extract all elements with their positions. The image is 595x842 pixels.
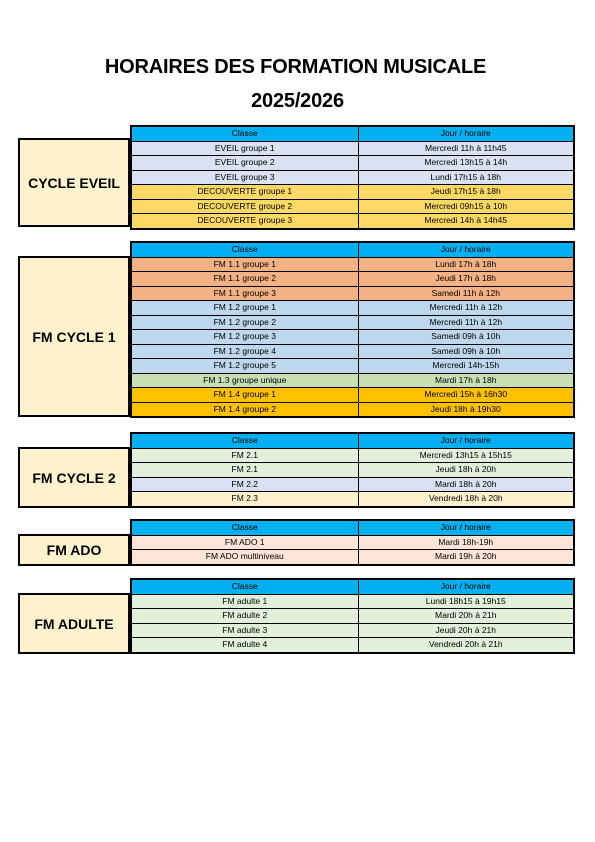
cell-horaire: Mercredi 11h à 12h bbox=[358, 301, 574, 316]
table-row bbox=[131, 638, 574, 653]
section-label: FM CYCLE 1 bbox=[18, 256, 130, 417]
cell-classe: FM adulte 3 bbox=[131, 623, 358, 638]
cell-horaire: Lundi 17h à 18h bbox=[358, 257, 574, 272]
cell-classe: FM ADO 1 bbox=[131, 535, 358, 550]
table-row bbox=[131, 301, 574, 316]
cell-classe: FM 1.2 groupe 1 bbox=[131, 301, 358, 316]
table-header-row bbox=[131, 126, 574, 141]
table-row bbox=[131, 550, 574, 565]
cell-horaire: Jeudi 18h à 20h bbox=[358, 463, 574, 478]
table-row bbox=[131, 315, 574, 330]
cell-horaire: Mercredi 13h15 à 14h bbox=[358, 156, 574, 171]
schedule-table bbox=[130, 432, 575, 508]
cell-horaire: Mercredi 14h à 14h45 bbox=[358, 214, 574, 229]
table-row bbox=[131, 185, 574, 200]
cell-classe: FM 1.1 groupe 2 bbox=[131, 272, 358, 287]
cell-classe: FM 1.2 groupe 5 bbox=[131, 359, 358, 374]
cell-classe: DECOUVERTE groupe 3 bbox=[131, 214, 358, 229]
cell-horaire: Lundi 17h15 à 18h bbox=[358, 170, 574, 185]
table-header-row bbox=[131, 579, 574, 594]
cell-classe: DECOUVERTE groupe 1 bbox=[131, 185, 358, 200]
cell-horaire: Mercredi 11h à 12h bbox=[358, 315, 574, 330]
header-classe: Classe bbox=[131, 433, 358, 448]
cell-classe: FM 1.1 groupe 1 bbox=[131, 257, 358, 272]
cell-horaire: Vendredi 20h à 21h bbox=[358, 638, 574, 653]
cell-classe: FM 1.1 groupe 3 bbox=[131, 286, 358, 301]
header-jour-horaire: Jour / horaire bbox=[358, 126, 574, 141]
cell-classe: FM ADO multiniveau bbox=[131, 550, 358, 565]
schedule-table bbox=[130, 125, 575, 230]
cell-horaire: Jeudi 20h à 21h bbox=[358, 623, 574, 638]
table-row bbox=[131, 199, 574, 214]
table-row bbox=[131, 535, 574, 550]
cell-classe: FM 2.3 bbox=[131, 492, 358, 507]
cell-horaire: Jeudi 18h à 19h30 bbox=[358, 402, 574, 417]
cell-classe: FM 2.1 bbox=[131, 463, 358, 478]
schedule-table bbox=[130, 519, 575, 566]
table-row bbox=[131, 492, 574, 507]
table-row bbox=[131, 402, 574, 417]
cell-classe: FM 1.4 groupe 1 bbox=[131, 388, 358, 403]
schedule-table bbox=[130, 578, 575, 654]
cell-horaire: Vendredi 18h à 20h bbox=[358, 492, 574, 507]
table-row bbox=[131, 156, 574, 171]
header-classe: Classe bbox=[131, 520, 358, 535]
cell-classe: FM 1.2 groupe 4 bbox=[131, 344, 358, 359]
cell-horaire: Jeudi 17h à 18h bbox=[358, 272, 574, 287]
section-label: FM ADULTE bbox=[18, 593, 130, 654]
cell-horaire: Mardi 18h à 20h bbox=[358, 477, 574, 492]
page-subtitle-year: 2025/2026 bbox=[251, 90, 344, 112]
table-row bbox=[131, 359, 574, 374]
table-row bbox=[131, 594, 574, 609]
header-classe: Classe bbox=[131, 579, 358, 594]
table-row bbox=[131, 257, 574, 272]
cell-classe: FM 1.2 groupe 2 bbox=[131, 315, 358, 330]
table-row bbox=[131, 141, 574, 156]
cell-horaire: Samedi 09h à 10h bbox=[358, 344, 574, 359]
table-header-row bbox=[131, 520, 574, 535]
cell-horaire: Jeudi 17h15 à 18h bbox=[358, 185, 574, 200]
table-row bbox=[131, 373, 574, 388]
table-row bbox=[131, 388, 574, 403]
table-row bbox=[131, 286, 574, 301]
cell-classe: FM 2.2 bbox=[131, 477, 358, 492]
cell-horaire: Mardi 19h à 20h bbox=[358, 550, 574, 565]
cell-classe: FM 1.3 groupe unique bbox=[131, 373, 358, 388]
header-jour-horaire: Jour / horaire bbox=[358, 242, 574, 257]
cell-horaire: Mercredi 14h-15h bbox=[358, 359, 574, 374]
cell-horaire: Mercredi 13h15 à 15h15 bbox=[358, 448, 574, 463]
cell-horaire: Mardi 17h à 18h bbox=[358, 373, 574, 388]
header-jour-horaire: Jour / horaire bbox=[358, 579, 574, 594]
cell-horaire: Samedi 11h à 12h bbox=[358, 286, 574, 301]
header-jour-horaire: Jour / horaire bbox=[358, 520, 574, 535]
cell-horaire: Lundi 18h15 à 19h15 bbox=[358, 594, 574, 609]
table-row bbox=[131, 214, 574, 229]
cell-classe: EVEIL groupe 2 bbox=[131, 156, 358, 171]
table-row bbox=[131, 623, 574, 638]
cell-horaire: Mardi 20h à 21h bbox=[358, 609, 574, 624]
header-jour-horaire: Jour / horaire bbox=[358, 433, 574, 448]
cell-horaire: Mercredi 09h15 à 10h bbox=[358, 199, 574, 214]
table-row bbox=[131, 477, 574, 492]
table-row bbox=[131, 330, 574, 345]
table-row bbox=[131, 272, 574, 287]
cell-classe: FM 1.4 groupe 2 bbox=[131, 402, 358, 417]
cell-classe: FM adulte 1 bbox=[131, 594, 358, 609]
cell-classe: EVEIL groupe 1 bbox=[131, 141, 358, 156]
schedule-table bbox=[130, 241, 575, 418]
cell-horaire: Samedi 09h à 10h bbox=[358, 330, 574, 345]
cell-horaire: Mercredi 11h à 11h45 bbox=[358, 141, 574, 156]
section-label: FM CYCLE 2 bbox=[18, 447, 130, 508]
header-classe: Classe bbox=[131, 126, 358, 141]
table-header-row bbox=[131, 433, 574, 448]
cell-classe: EVEIL groupe 3 bbox=[131, 170, 358, 185]
cell-classe: DECOUVERTE groupe 2 bbox=[131, 199, 358, 214]
table-row bbox=[131, 609, 574, 624]
cell-classe: FM adulte 4 bbox=[131, 638, 358, 653]
cell-classe: FM adulte 2 bbox=[131, 609, 358, 624]
cell-classe: FM 2.1 bbox=[131, 448, 358, 463]
cell-classe: FM 1.2 groupe 3 bbox=[131, 330, 358, 345]
table-row bbox=[131, 448, 574, 463]
table-header-row bbox=[131, 242, 574, 257]
table-row bbox=[131, 344, 574, 359]
cell-horaire: Mardi 18h-19h bbox=[358, 535, 574, 550]
section-label: FM ADO bbox=[18, 534, 130, 566]
section-label: CYCLE EVEIL bbox=[18, 138, 130, 227]
table-row bbox=[131, 463, 574, 478]
page-title: HORAIRES DES FORMATION MUSICALE bbox=[104, 56, 487, 78]
table-row bbox=[131, 170, 574, 185]
header-classe: Classe bbox=[131, 242, 358, 257]
cell-horaire: Mercredi 15h à 16h30 bbox=[358, 388, 574, 403]
